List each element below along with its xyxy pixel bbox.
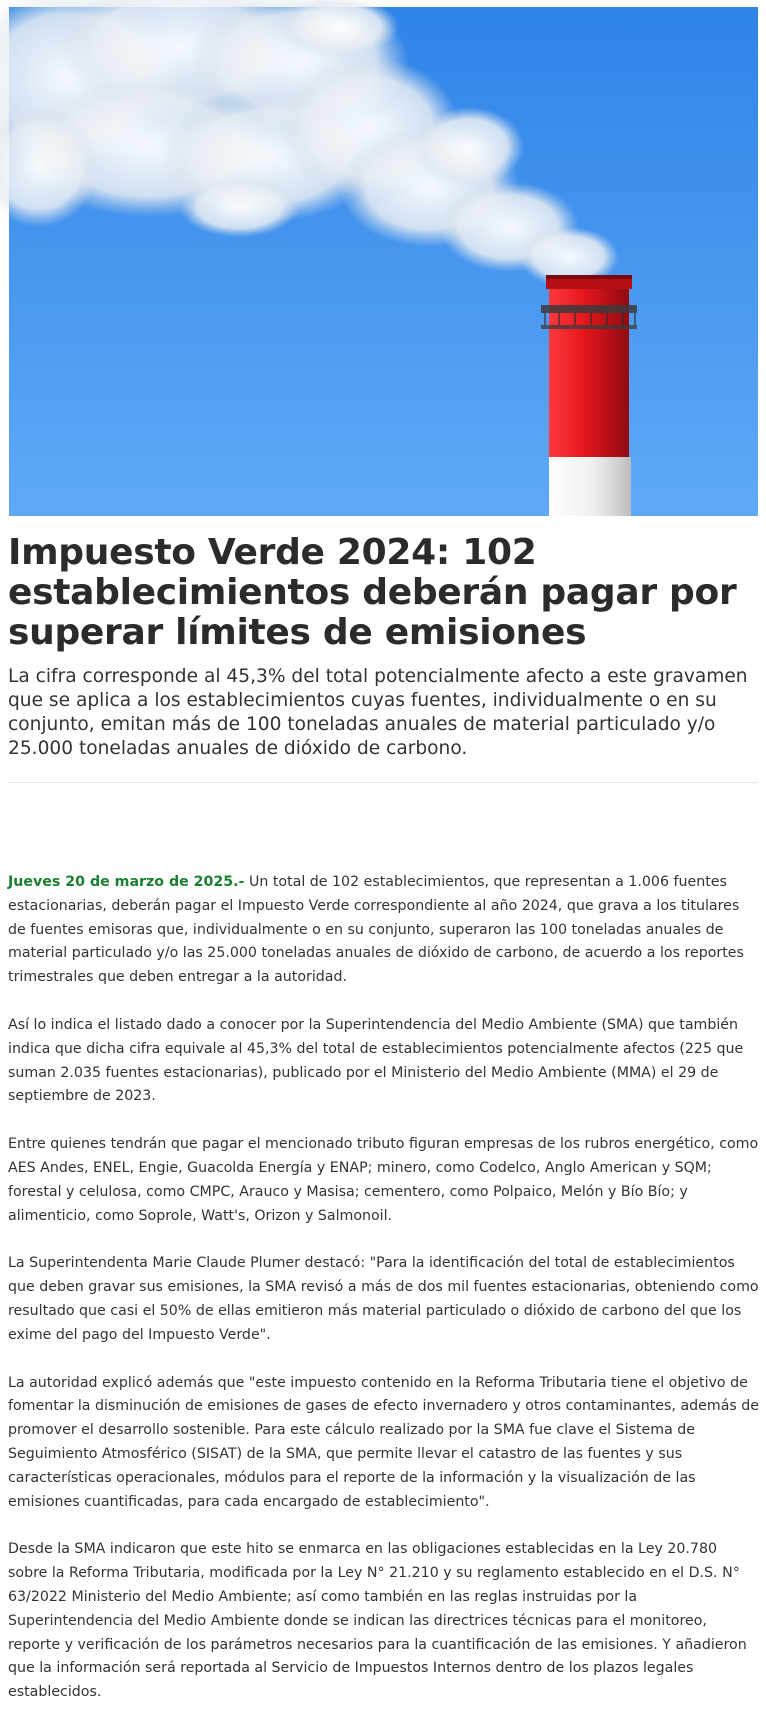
article-body xyxy=(8,871,760,1729)
article-paragraph: Así lo indica el listado dado a conocer por la Superintendencia del Medio Ambiente (SMA) que también indica que dicha cifra equivale al 45,3% del total de establecimientos potencialmente afectos (225 que suman 2.035 fuentes estacionarias), publicado por el Ministerio del Medio Ambiente (MMA) el 29 de septiembre de 2023. xyxy=(8,1016,744,1105)
article-paragraph: Desde la SMA indicaron que este hito se enmarca en las obligaciones establecidas en la Ley 20.780 sobre la Reforma Tributaria, modificada por la Ley N° 21.210 y su reglamento establecido en el D.S. N° 63/2022 Ministerio del Medio Ambiente; así como también en las reglas instruidas por la Superintendencia del Medio Ambiente donde se indican las directrices técnicas para el monitoreo, reporte y verificación de los parámetros necesarios para la cuantificación de las emisiones. Y añadieron que la información será reportada al Servicio de Impuestos Internos dentro de los plazos legales establecidos. xyxy=(8,1541,747,1701)
article-dateline: Jueves 20 de marzo de 2025.- xyxy=(8,874,245,890)
article-paragraph: Entre quienes tendrán que pagar el mencionado tributo figuran empresas de los rubros energético, como AES Andes, ENEL, Engie, Guacolda Energía y ENAP; minero, como Codelco, Anglo American y SQM; forestal y celulosa, como CMPC, Arauco y Masisa; cementero, como Polpaico, Melón y Bío Bío; y alimenticio, como Soprole, Watt's, Orizon y Salmonoil. xyxy=(8,1136,759,1224)
article-lead: La cifra corresponde al 45,3% del total potencialmente afecto a este gravamen que se aplica a los establecimientos cuyas fuentes, individualmente o en su conjunto, emitan más de 100 toneladas anuales de material particulado y/o 25.000 toneladas anuales de dióxido de carbono. xyxy=(8,666,748,759)
article-title: Impuesto Verde 2024: 102 establecimientos deberán pagar por superar límites de emisiones xyxy=(8,532,737,653)
article-paragraph: La autoridad explicó además que "este impuesto contenido en la Reforma Tributaria tiene el objetivo de fomentar la disminución de emisiones de gases de efecto invernadero y otros contaminantes, además de promover el desarrollo sostenible. Para este cálculo realizado por la SMA fue clave el Sistema de Seguimiento Atmosférico (SISAT) de la SMA, que permite llevar el catastro de las fuentes y sus características operacionales, módulos para el reporte de la información y la visualización de las emisiones cuantificadas, para cada encargado de establecimiento". xyxy=(8,1374,760,1510)
smokestack-photo-icon xyxy=(9,7,758,516)
article-paragraph: Jueves 20 de marzo de 2025.- Un total de 102 establecimientos, que representan a 1.006 fuentes estacionarias, deberán pagar el Impuesto Verde correspondiente al año 2024, que grava a los titulares de fuentes emisoras que, individualmente o en su conjunto, superaron las 100 toneladas anuales de material particulado y/o las 25.000 toneladas anuales de dióxido de carbono, de acuerdo a los reportes trimestrales que deben entregar a la autoridad. xyxy=(8,874,744,986)
hero-image xyxy=(9,7,758,516)
divider xyxy=(8,782,758,783)
article-paragraph: La Superintendenta Marie Claude Plumer destacó: "Para la identificación del total de establecimientos que deben gravar sus emisiones, la SMA revisó a más de dos mil fuentes estacionarias, obteniendo como resultado que casi el 50% de ellas emitieron más material particulado o dióxido de carbono del que los exime del pago del Impuesto Verde". xyxy=(8,1255,759,1343)
